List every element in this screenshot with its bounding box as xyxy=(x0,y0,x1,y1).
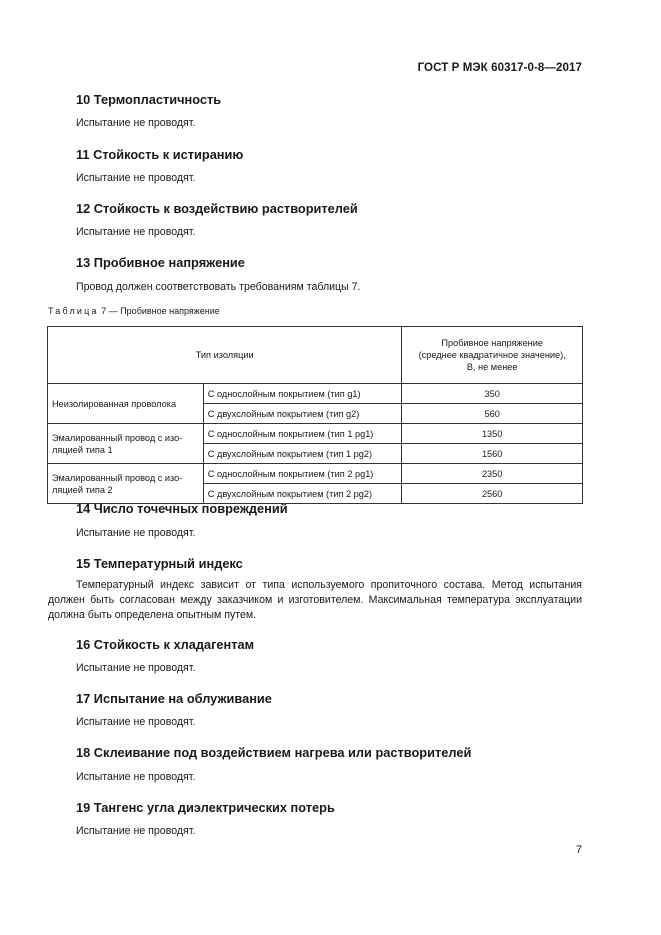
header-breakdown-voltage xyxy=(402,327,583,384)
group-name-line-1: Эмалированный провод с изо- xyxy=(52,472,183,483)
section-text-15: Температурный индекс зависит от типа используемого пропиточного состава. Метод испытания должен быть согласован между заказчиком и изготовителем. Максимальная температура эксплуатации должна быть определена опытным путем. xyxy=(48,579,582,621)
coating-cell: С однослойным покрытием (тип 2 pg1) xyxy=(203,464,402,484)
table-caption-label: Таблица xyxy=(48,306,99,316)
section-title-17: 17 Испытание на облуживание xyxy=(76,691,272,706)
header-voltage-line-2: (среднее квадратичное значение), xyxy=(418,350,566,360)
voltage-cell: 1560 xyxy=(402,444,583,464)
coating-cell: С двухслойным покрытием (тип 2 pg2) xyxy=(203,484,402,504)
page-number: 7 xyxy=(575,844,582,856)
section-text-17: Испытание не проводят. xyxy=(76,716,196,728)
section-text-19: Испытание не проводят. xyxy=(76,825,196,837)
coating-cell: С однослойным покрытием (тип g1) xyxy=(203,384,402,404)
table-row xyxy=(48,384,583,404)
section-text-14: Испытание не проводят. xyxy=(76,527,196,539)
section-text-18: Испытание не проводят. xyxy=(76,771,196,783)
document-header: ГОСТ Р МЭК 60317-0-8—2017 xyxy=(417,62,582,74)
group-name-line-2: ляцией типа 1 xyxy=(52,444,113,455)
section-title-13: 13 Пробивное напряжение xyxy=(76,255,245,270)
section-title-11: 11 Стойкость к истиранию xyxy=(76,147,244,162)
table-header-row xyxy=(48,327,583,384)
coating-cell: С двухслойным покрытием (тип 1 pg2) xyxy=(203,444,402,464)
section-title-14: 14 Число точечных повреждений xyxy=(76,501,288,516)
section-text-12: Испытание не проводят. xyxy=(76,226,196,238)
group-name-line-1: Эмалированный провод с изо- xyxy=(52,432,183,443)
section-title-15: 15 Температурный индекс xyxy=(76,556,243,571)
group-name-line-2: ляцией типа 2 xyxy=(52,484,113,495)
section-title-12: 12 Стойкость к воздействию растворителей xyxy=(76,201,358,216)
section-title-19: 19 Тангенс угла диэлектрических потерь xyxy=(76,800,335,815)
group-name-bare-wire: Неизолированная проволока xyxy=(48,384,204,424)
section-text-11: Испытание не проводят. xyxy=(76,172,196,184)
section-text-10: Испытание не проводят. xyxy=(76,117,196,129)
section-text-16: Испытание не проводят. xyxy=(76,662,196,674)
group-name-enamel-type-2 xyxy=(48,464,204,504)
section-title-10: 10 Термопластичность xyxy=(76,92,222,107)
header-voltage-line-1: Пробивное напряжение xyxy=(441,338,543,348)
section-title-18: 18 Склеивание под воздействием нагрева или растворителей xyxy=(76,745,472,760)
table-caption xyxy=(48,306,220,316)
header-insulation-type: Тип изоляции xyxy=(48,327,402,384)
voltage-cell: 560 xyxy=(402,404,583,424)
coating-cell: С двухслойным покрытием (тип g2) xyxy=(203,404,402,424)
header-voltage-line-3: В, не менее xyxy=(466,362,518,372)
table-row xyxy=(48,464,583,484)
group-name-enamel-type-1 xyxy=(48,424,204,464)
table-row xyxy=(48,424,583,444)
voltage-cell: 350 xyxy=(402,384,583,404)
voltage-cell: 2350 xyxy=(402,464,583,484)
voltage-cell: 2560 xyxy=(402,484,583,504)
section-title-16: 16 Стойкость к хладагентам xyxy=(76,637,255,652)
coating-cell: С однослойным покрытием (тип 1 pg1) xyxy=(203,424,402,444)
voltage-cell: 1350 xyxy=(402,424,583,444)
section-text-13: Провод должен соответствовать требованиям таблицы 7. xyxy=(76,281,361,293)
table-caption-text: 7 — Пробивное напряжение xyxy=(98,306,220,316)
breakdown-voltage-table xyxy=(47,326,583,504)
